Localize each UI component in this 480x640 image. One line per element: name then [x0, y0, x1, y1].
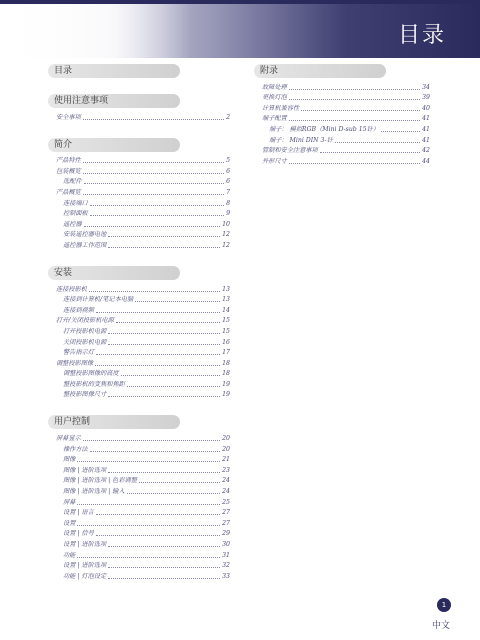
toc-entry-label: 连接端口 [63, 199, 88, 207]
section-title: 使用注意事项 [48, 94, 180, 108]
dot-leader [95, 365, 220, 366]
toc-entry-label: 警告指示灯 [63, 349, 94, 357]
dot-leader [301, 110, 420, 111]
toc-entry-label: 图像 | 进阶选项 | 色彩调整 [63, 477, 137, 485]
dot-leader [116, 322, 220, 323]
page-number-badge: 1 [437, 598, 451, 612]
toc-entry-page: 15 [222, 317, 230, 325]
toc-entry-page: 33 [222, 572, 230, 580]
toc-entry-label: 故障处理 [262, 83, 287, 91]
toc-entry-page: 6 [226, 178, 230, 186]
toc-entry-page: 32 [222, 562, 230, 570]
toc-entry[interactable] [48, 197, 230, 208]
toc-entry[interactable] [48, 176, 230, 187]
toc-entry-label: 计算机兼容性 [262, 104, 300, 112]
dot-leader [335, 142, 420, 143]
dot-leader [77, 504, 220, 505]
section-title: 附录 [254, 64, 386, 78]
toc-entry-label: 连接到计算机/笔记本电脑 [63, 296, 134, 304]
toc-entry-label: 整投影图像尺寸 [63, 391, 107, 399]
dot-leader [108, 344, 220, 345]
toc-entry-label: 外形尺寸 [262, 157, 287, 165]
dot-leader [84, 226, 221, 227]
section-title: 安装 [48, 266, 180, 280]
toc-entry-page: 27 [222, 509, 230, 517]
toc-entry[interactable] [48, 347, 230, 358]
dot-leader [108, 578, 220, 579]
dot-leader [135, 301, 220, 302]
dot-leader [90, 205, 224, 206]
dot-leader [289, 163, 420, 164]
toc-entry[interactable] [48, 357, 230, 368]
toc-entry[interactable] [48, 389, 230, 400]
dot-leader [83, 440, 220, 441]
toc-entry[interactable] [48, 165, 230, 176]
toc-entry-page: 21 [222, 456, 230, 464]
toc-entry[interactable] [254, 134, 430, 145]
toc-entry[interactable] [254, 81, 430, 92]
toc-entry-page: 44 [422, 157, 430, 165]
section-title: 目录 [48, 64, 180, 78]
toc-entry[interactable] [48, 432, 230, 443]
toc-entry-page: 12 [222, 231, 230, 239]
dot-leader [320, 152, 420, 153]
dot-leader [90, 451, 220, 452]
dot-leader [96, 312, 220, 313]
toc-entry-label: 连接投影机 [56, 285, 87, 293]
toc-entry-label: 遥控器 [63, 220, 82, 228]
header-fade [0, 0, 190, 58]
toc-entry-label: 图像 | 进阶选项 [63, 466, 107, 474]
toc-entry-page: 39 [422, 94, 430, 102]
toc-entry[interactable] [48, 208, 230, 219]
dot-leader [96, 354, 220, 355]
toc-entry-label: 功能 | 灯泡设定 [63, 572, 107, 580]
toc-entry-page: 30 [222, 541, 230, 548]
toc-entry[interactable] [48, 368, 230, 379]
dot-leader [77, 461, 220, 462]
dot-leader [108, 472, 220, 473]
toc-entry-page: 24 [222, 488, 230, 496]
page-title: 目录 [397, 23, 446, 48]
toc-entry-page: 20 [222, 435, 230, 443]
toc-entry-page: 41 [422, 115, 430, 123]
toc-entry[interactable] [254, 145, 430, 156]
toc-entry-label: 端子： 模拟RGB（Mini D-sub 15针） [269, 125, 379, 133]
toc-entry[interactable] [48, 538, 230, 549]
toc-entry-label: 更换灯泡 [262, 94, 287, 102]
toc-entry-label: 设置 | 语言 [63, 509, 94, 517]
toc-entry-page: 10 [222, 220, 230, 228]
dot-leader [96, 514, 220, 515]
toc-entry-label: 控制面板 [63, 210, 88, 218]
toc-section [48, 415, 230, 580]
dot-leader [84, 183, 225, 184]
toc-entry[interactable] [48, 517, 230, 528]
toc-entry-page: 8 [226, 199, 230, 207]
toc-entry-label: 关闭投影机电源 [63, 338, 107, 346]
dot-leader [108, 247, 220, 248]
header-top-stripe [0, 0, 480, 4]
section-title: 用户控制 [48, 415, 180, 429]
toc-entry-page: 9 [226, 210, 230, 218]
dot-leader [108, 546, 220, 547]
toc-entry[interactable] [48, 283, 230, 294]
toc-entry-label: 图像 | 进阶选项 | 输入 [63, 488, 125, 496]
toc-entry-page: 25 [222, 498, 230, 506]
toc-entry[interactable] [254, 123, 430, 134]
dot-leader [83, 194, 224, 195]
toc-entry-label: 调整投影图像 [56, 359, 94, 367]
dot-leader [83, 119, 224, 120]
toc-entry-label: 屏幕 [63, 498, 76, 506]
toc-entry-label: 产品概览 [56, 188, 81, 196]
toc-entry-page: 6 [226, 167, 230, 175]
toc-entry-page: 27 [222, 519, 230, 527]
toc-entry-page: 19 [222, 380, 230, 388]
toc-entry-label: 包装概览 [56, 167, 81, 175]
toc-entry[interactable] [48, 336, 230, 347]
dot-leader [121, 375, 220, 376]
toc-section [48, 266, 230, 400]
toc-entry-label: 选配件 [63, 178, 82, 186]
toc-entry-label: 功能 [63, 551, 76, 559]
toc-entry-page: 17 [222, 349, 230, 357]
dot-leader [83, 162, 224, 163]
language-label: 中文 [432, 621, 451, 631]
dot-leader [108, 333, 220, 334]
toc-right-column [254, 64, 430, 182]
page-header [0, 0, 480, 58]
toc-entry-label: 安全事项 [56, 113, 81, 121]
toc-entry[interactable] [48, 475, 230, 486]
toc-entry-label: 设置 | 信号 [63, 530, 94, 538]
toc-section [254, 64, 430, 166]
toc-entry-page: 42 [422, 147, 430, 155]
toc-entry[interactable] [254, 113, 430, 124]
toc-section [48, 138, 230, 250]
toc-left-column [48, 64, 230, 597]
toc-entry-label: 管制和安全注意事项 [262, 147, 318, 155]
dot-leader [289, 120, 420, 121]
toc-entry-label: 操作方法 [63, 445, 88, 453]
toc-entry-page: 7 [226, 188, 230, 196]
toc-entry[interactable] [254, 155, 430, 166]
toc-entry[interactable] [48, 111, 230, 122]
toc-entry-label: 产品特性 [56, 157, 81, 165]
toc-entry[interactable] [48, 570, 230, 581]
toc-entry[interactable] [48, 560, 230, 571]
toc-entry-label: 屏幕显示 [56, 435, 81, 443]
toc-entry-label: 遥控器工作范围 [63, 241, 107, 249]
toc-entry-page: 41 [422, 125, 430, 133]
toc-entry[interactable] [48, 443, 230, 454]
toc-entry-page: 20 [222, 445, 230, 453]
toc-entry-label: 整投影机的变焦和焦距 [63, 380, 125, 388]
toc-entry[interactable] [48, 378, 230, 389]
toc-entry-label: 打开/关闭投影机电源 [56, 317, 114, 325]
toc-entry[interactable] [48, 239, 230, 250]
toc-entry-page: 2 [226, 113, 230, 121]
toc-entry-page: 34 [422, 83, 430, 91]
toc-entry-label: 设置 | 进阶选项 [63, 562, 107, 570]
toc-entry[interactable] [48, 229, 230, 240]
toc-entry-page: 14 [222, 306, 230, 314]
toc-entry-label: 打开投影机电源 [63, 327, 107, 335]
toc-section [48, 94, 230, 122]
dot-leader [96, 535, 220, 536]
dot-leader [108, 236, 220, 237]
toc-entry-page: 19 [222, 391, 230, 399]
toc-entry-label: 端子： Mini DIN 3-针 [269, 136, 333, 144]
toc-entry[interactable] [48, 304, 230, 315]
dot-leader [108, 396, 220, 397]
dot-leader [289, 89, 420, 90]
dot-leader [90, 215, 224, 216]
toc-entry-label: 端子配置 [262, 115, 287, 123]
toc-entry[interactable] [254, 102, 430, 113]
toc-entry-label: 连接到视频 [63, 306, 94, 314]
toc-entry-page: 18 [222, 370, 230, 378]
toc-entry-page: 18 [222, 359, 230, 367]
toc-entry[interactable] [48, 186, 230, 197]
toc-entry[interactable] [48, 315, 230, 326]
dot-leader [127, 386, 220, 387]
toc-entry-page: 13 [222, 285, 230, 293]
dot-leader [289, 99, 420, 100]
toc-entry-page: 13 [222, 296, 230, 304]
toc-entry[interactable] [48, 496, 230, 507]
toc-entry-page: 29 [222, 530, 230, 538]
toc-entry-label: 安装遥控器电池 [63, 231, 107, 239]
toc-entry-page: 12 [222, 241, 230, 249]
dot-leader [83, 173, 224, 174]
toc-entry-page: 15 [222, 327, 230, 335]
toc-entry[interactable] [48, 549, 230, 560]
toc-entry-page: 23 [222, 466, 230, 474]
dot-leader [139, 482, 220, 483]
dot-leader [108, 567, 220, 568]
dot-leader [89, 291, 220, 292]
toc-entry[interactable] [48, 454, 230, 465]
toc-entry-page: 16 [222, 338, 230, 346]
toc-entry-page: 31 [222, 551, 230, 559]
toc-entry[interactable] [48, 464, 230, 475]
toc-entry[interactable] [48, 218, 230, 229]
dot-leader [77, 557, 220, 558]
toc-entry-label: 调整投影图像的高度 [63, 370, 119, 378]
toc-section [48, 64, 230, 78]
dot-leader [381, 131, 420, 132]
toc-entry-page: 40 [422, 104, 430, 112]
toc-entry[interactable] [48, 485, 230, 496]
toc-entry-label: 图像 [63, 456, 76, 464]
toc-entry[interactable] [254, 92, 430, 103]
dot-leader [77, 525, 220, 526]
toc-entry[interactable] [48, 155, 230, 166]
dot-leader [127, 493, 221, 494]
toc-entry[interactable] [48, 325, 230, 336]
toc-entry[interactable] [48, 294, 230, 305]
toc-entry[interactable] [48, 528, 230, 539]
toc-entry-page: 5 [226, 157, 230, 165]
section-title: 简介 [48, 138, 180, 152]
toc-entry[interactable] [48, 507, 230, 518]
toc-entry-page: 24 [222, 477, 230, 485]
toc-entry-page: 41 [422, 136, 430, 144]
toc-entry-label: 设置 | 进阶选项 [63, 541, 107, 548]
toc-entry-label: 设置 [63, 519, 76, 527]
